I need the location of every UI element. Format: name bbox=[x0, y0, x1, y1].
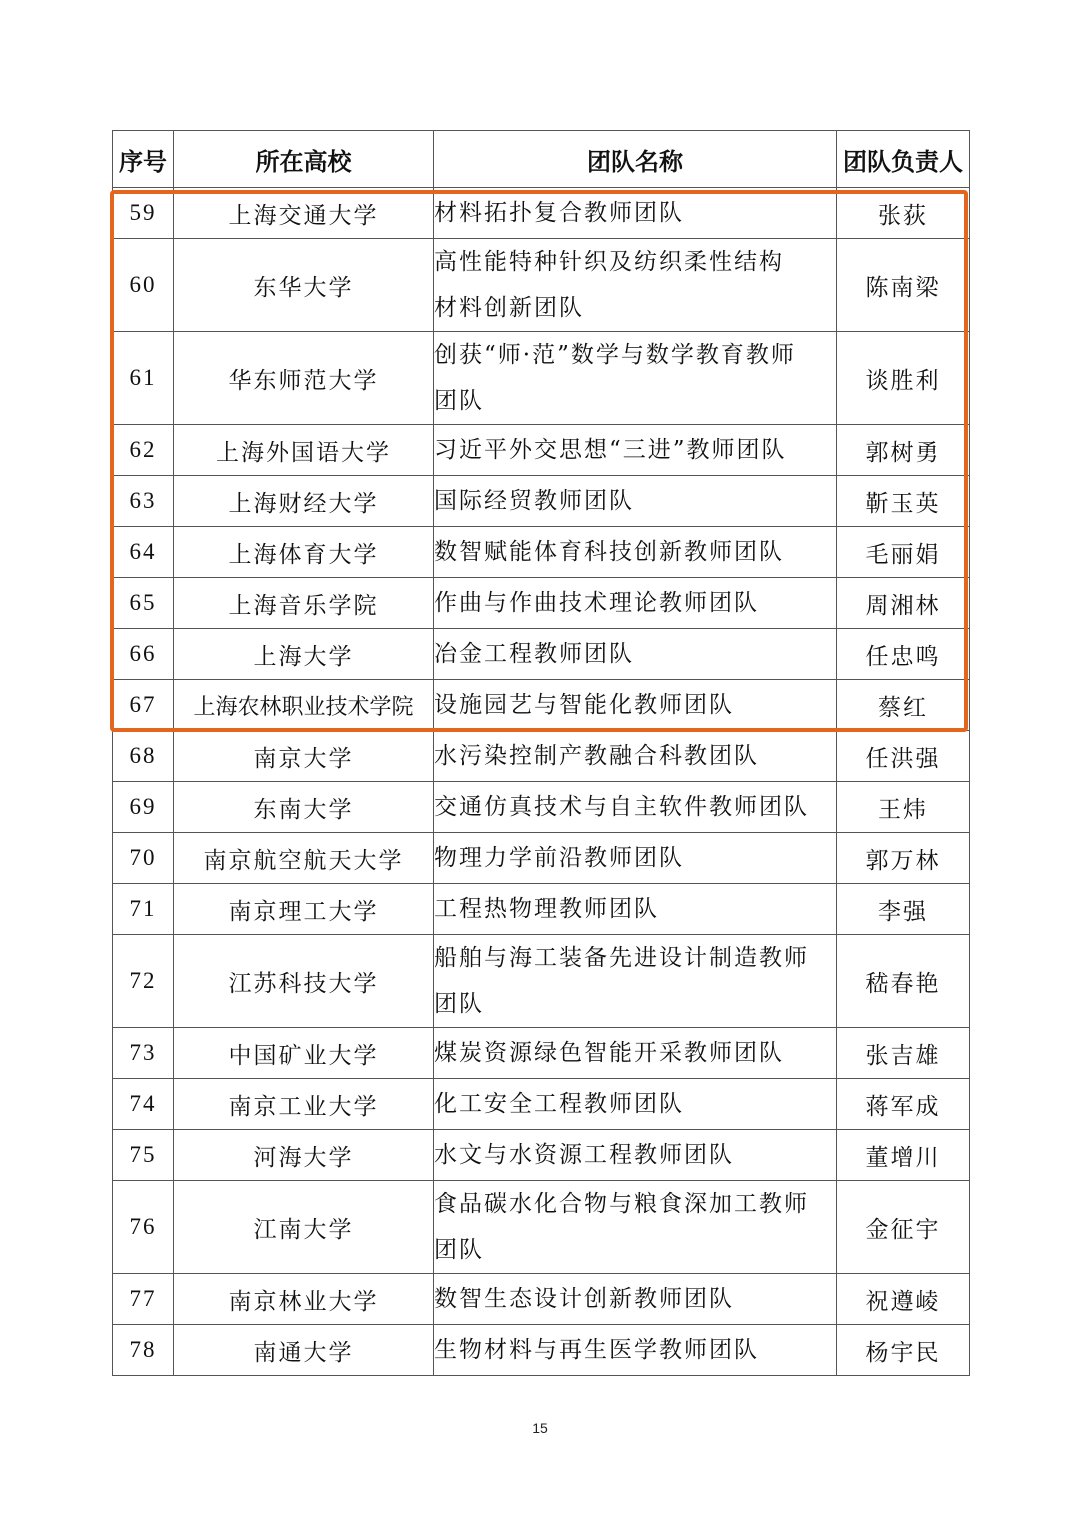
team-name-line: 材料拓扑复合教师团队 bbox=[434, 200, 684, 226]
cell-leader: 周湘林 bbox=[837, 578, 970, 629]
cell-leader: 王炜 bbox=[837, 782, 970, 833]
team-name-line: 化工安全工程教师团队 bbox=[434, 1091, 684, 1117]
cell-school: 上海体育大学 bbox=[174, 527, 434, 578]
team-name-line: 团队 bbox=[434, 1237, 484, 1263]
cell-team bbox=[434, 629, 837, 680]
table-row bbox=[113, 629, 970, 680]
team-name-line: 食品碳水化合物与粮食深加工教师 bbox=[434, 1191, 809, 1217]
cell-leader: 任洪强 bbox=[837, 731, 970, 782]
cell-num: 73 bbox=[113, 1028, 174, 1079]
cell-num: 76 bbox=[113, 1181, 174, 1274]
cell-school: 南通大学 bbox=[174, 1325, 434, 1376]
cell-team bbox=[434, 935, 837, 1028]
cell-school: 上海财经大学 bbox=[174, 476, 434, 527]
cell-num: 70 bbox=[113, 833, 174, 884]
table-row bbox=[113, 188, 970, 239]
cell-leader: 谈胜利 bbox=[837, 332, 970, 425]
cell-school: 东华大学 bbox=[174, 239, 434, 332]
table-row bbox=[113, 884, 970, 935]
table-row bbox=[113, 1325, 970, 1376]
team-name-line: 船舶与海工装备先进设计制造教师 bbox=[434, 945, 809, 971]
cell-leader: 蒋军成 bbox=[837, 1079, 970, 1130]
team-name-line: 生物材料与再生医学教师团队 bbox=[434, 1337, 759, 1363]
cell-leader: 蔡红 bbox=[837, 680, 970, 731]
team-name-line: 习近平外交思想“三进”教师团队 bbox=[434, 437, 787, 463]
cell-num: 69 bbox=[113, 782, 174, 833]
team-name-line: 冶金工程教师团队 bbox=[434, 641, 634, 667]
header-num: 序号 bbox=[113, 131, 174, 188]
table-row bbox=[113, 476, 970, 527]
cell-leader: 董增川 bbox=[837, 1130, 970, 1181]
header-leader: 团队负责人 bbox=[837, 131, 970, 188]
cell-leader: 嵇春艳 bbox=[837, 935, 970, 1028]
cell-team bbox=[434, 188, 837, 239]
cell-num: 65 bbox=[113, 578, 174, 629]
team-name-line: 国际经贸教师团队 bbox=[434, 488, 634, 514]
team-name-line: 煤炭资源绿色智能开采教师团队 bbox=[434, 1040, 784, 1066]
cell-school: 南京理工大学 bbox=[174, 884, 434, 935]
cell-num: 59 bbox=[113, 188, 174, 239]
cell-num: 60 bbox=[113, 239, 174, 332]
table-header-row bbox=[113, 131, 970, 188]
table-row bbox=[113, 731, 970, 782]
table-row bbox=[113, 239, 970, 332]
cell-team bbox=[434, 782, 837, 833]
cell-team bbox=[434, 239, 837, 332]
cell-team bbox=[434, 1028, 837, 1079]
cell-school: 河海大学 bbox=[174, 1130, 434, 1181]
team-name-line: 数智赋能体育科技创新教师团队 bbox=[434, 539, 784, 565]
cell-num: 67 bbox=[113, 680, 174, 731]
cell-school: 江南大学 bbox=[174, 1181, 434, 1274]
cell-leader: 金征宇 bbox=[837, 1181, 970, 1274]
header-school: 所在高校 bbox=[174, 131, 434, 188]
cell-team bbox=[434, 1325, 837, 1376]
cell-team bbox=[434, 1130, 837, 1181]
table-row bbox=[113, 782, 970, 833]
cell-leader: 张荻 bbox=[837, 188, 970, 239]
cell-num: 68 bbox=[113, 731, 174, 782]
cell-leader: 毛丽娟 bbox=[837, 527, 970, 578]
table-row bbox=[113, 527, 970, 578]
team-name-line: 材料创新团队 bbox=[434, 295, 584, 321]
team-name-line: 高性能特种针织及纺织柔性结构 bbox=[434, 249, 784, 275]
cell-school: 华东师范大学 bbox=[174, 332, 434, 425]
team-name-line: 交通仿真技术与自主软件教师团队 bbox=[434, 794, 809, 820]
cell-school: 南京工业大学 bbox=[174, 1079, 434, 1130]
table-row bbox=[113, 935, 970, 1028]
cell-school: 上海外国语大学 bbox=[174, 425, 434, 476]
table-row bbox=[113, 1130, 970, 1181]
cell-num: 63 bbox=[113, 476, 174, 527]
table-row bbox=[113, 680, 970, 731]
cell-num: 64 bbox=[113, 527, 174, 578]
cell-leader: 靳玉英 bbox=[837, 476, 970, 527]
page-number: 15 bbox=[532, 1420, 548, 1436]
table-row bbox=[113, 1181, 970, 1274]
cell-leader: 陈南梁 bbox=[837, 239, 970, 332]
cell-team bbox=[434, 1181, 837, 1274]
cell-leader: 郭万林 bbox=[837, 833, 970, 884]
teacher-team-table bbox=[112, 130, 970, 1376]
cell-num: 62 bbox=[113, 425, 174, 476]
cell-school: 南京航空航天大学 bbox=[174, 833, 434, 884]
cell-leader: 杨宇民 bbox=[837, 1325, 970, 1376]
cell-team bbox=[434, 833, 837, 884]
cell-school: 上海农林职业技术学院 bbox=[174, 680, 434, 731]
team-name-line: 作曲与作曲技术理论教师团队 bbox=[434, 590, 759, 616]
cell-team bbox=[434, 476, 837, 527]
team-name-line: 工程热物理教师团队 bbox=[434, 896, 659, 922]
cell-team bbox=[434, 884, 837, 935]
team-name-line: 水污染控制产教融合科教团队 bbox=[434, 743, 759, 769]
cell-school: 上海大学 bbox=[174, 629, 434, 680]
cell-team bbox=[434, 1079, 837, 1130]
cell-team bbox=[434, 578, 837, 629]
cell-team bbox=[434, 1274, 837, 1325]
cell-leader: 祝遵崚 bbox=[837, 1274, 970, 1325]
cell-num: 66 bbox=[113, 629, 174, 680]
cell-num: 75 bbox=[113, 1130, 174, 1181]
cell-leader: 任忠鸣 bbox=[837, 629, 970, 680]
cell-team bbox=[434, 680, 837, 731]
cell-num: 77 bbox=[113, 1274, 174, 1325]
cell-leader: 张吉雄 bbox=[837, 1028, 970, 1079]
table-row bbox=[113, 332, 970, 425]
team-name-line: 团队 bbox=[434, 991, 484, 1017]
cell-team bbox=[434, 731, 837, 782]
cell-school: 江苏科技大学 bbox=[174, 935, 434, 1028]
table-row bbox=[113, 1028, 970, 1079]
cell-num: 78 bbox=[113, 1325, 174, 1376]
cell-leader: 郭树勇 bbox=[837, 425, 970, 476]
team-name-line: 团队 bbox=[434, 388, 484, 414]
cell-school: 上海音乐学院 bbox=[174, 578, 434, 629]
cell-school: 东南大学 bbox=[174, 782, 434, 833]
cell-team bbox=[434, 332, 837, 425]
cell-school: 上海交通大学 bbox=[174, 188, 434, 239]
cell-school: 南京林业大学 bbox=[174, 1274, 434, 1325]
team-name-line: 设施园艺与智能化教师团队 bbox=[434, 692, 734, 718]
table-body bbox=[113, 188, 970, 1376]
cell-school: 南京大学 bbox=[174, 731, 434, 782]
table-row bbox=[113, 1274, 970, 1325]
header-team: 团队名称 bbox=[434, 131, 837, 188]
cell-num: 61 bbox=[113, 332, 174, 425]
cell-team bbox=[434, 425, 837, 476]
cell-team bbox=[434, 527, 837, 578]
cell-num: 71 bbox=[113, 884, 174, 935]
cell-leader: 李强 bbox=[837, 884, 970, 935]
team-name-line: 数智生态设计创新教师团队 bbox=[434, 1286, 734, 1312]
table-row bbox=[113, 578, 970, 629]
cell-num: 72 bbox=[113, 935, 174, 1028]
team-name-line: 物理力学前沿教师团队 bbox=[434, 845, 684, 871]
team-name-line: 创获“师·范”数学与数学教育教师 bbox=[434, 342, 796, 368]
team-name-line: 水文与水资源工程教师团队 bbox=[434, 1142, 734, 1168]
cell-school: 中国矿业大学 bbox=[174, 1028, 434, 1079]
cell-num: 74 bbox=[113, 1079, 174, 1130]
table-row bbox=[113, 425, 970, 476]
table-row bbox=[113, 833, 970, 884]
table-row bbox=[113, 1079, 970, 1130]
